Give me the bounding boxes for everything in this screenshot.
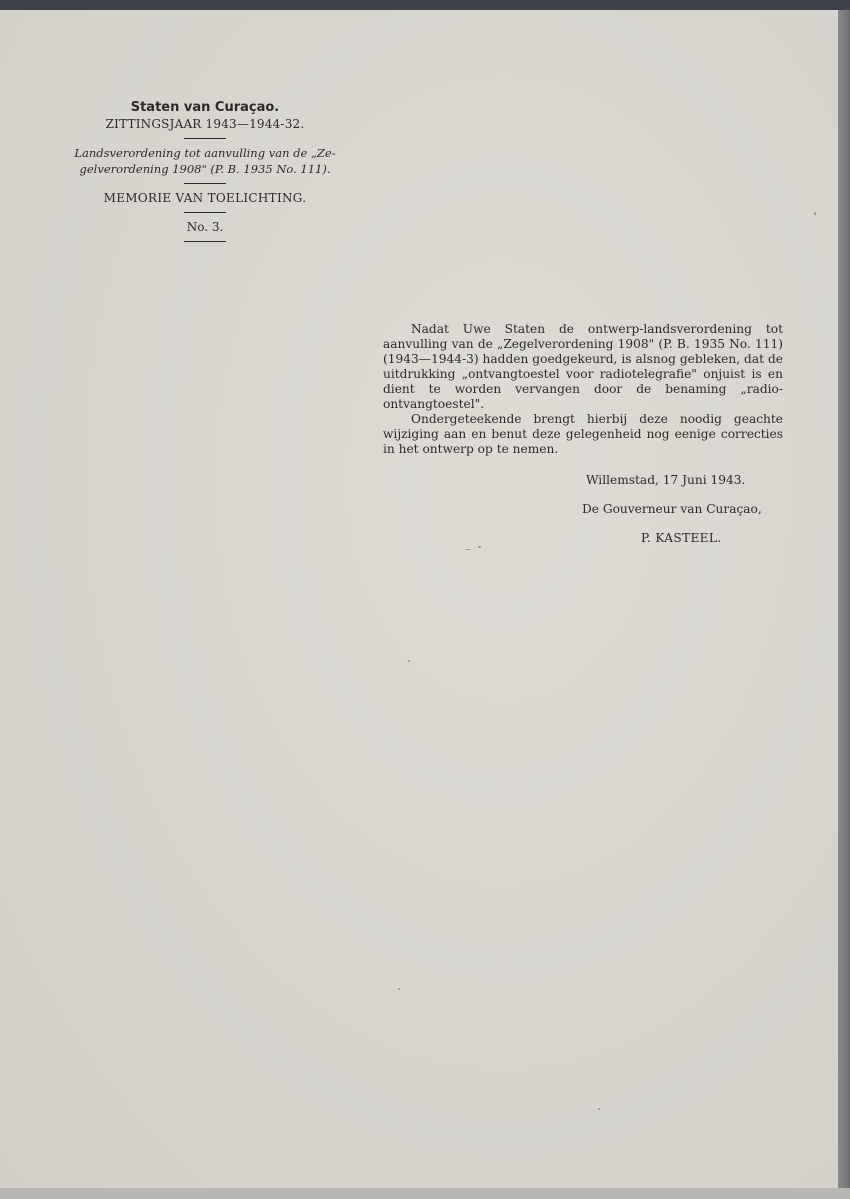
divider xyxy=(184,212,226,213)
divider xyxy=(184,138,226,139)
signatory-title: De Gouverneur van Curaçao, xyxy=(582,502,762,516)
page-edge-right xyxy=(838,10,850,1199)
document-header xyxy=(55,100,355,248)
document-number: No. 3. xyxy=(186,220,224,234)
paper-speck xyxy=(465,549,471,550)
paragraph-2: Ondergeteekende brengt hierbij deze noodig geachte wijziging aan en benut deze gelegenheid nog eenige correcties in het ontwerp op te nemen. xyxy=(383,412,783,456)
session-year: ZITTINGSJAAR 1943—1944-32. xyxy=(105,117,305,131)
subject-line-2: gelverordening 1908" (P. B. 1935 No. 111). xyxy=(79,162,331,176)
body-text xyxy=(383,322,783,457)
signatory-name: P. KASTEEL. xyxy=(641,531,722,545)
divider xyxy=(184,183,226,184)
paper-speck xyxy=(598,1108,600,1110)
subject-line-1: Landsverordening tot aanvulling van de „Ze- xyxy=(74,146,336,160)
paper-speck xyxy=(478,546,481,548)
page-edge-bottom xyxy=(0,1188,850,1199)
institution-name: Staten van Curaçao. xyxy=(130,100,280,115)
divider xyxy=(184,241,226,242)
paper-speck xyxy=(398,988,400,990)
place-date: Willemstad, 17 Juni 1943. xyxy=(586,473,746,487)
document-type: MEMORIE VAN TOELICHTING. xyxy=(103,191,307,205)
paper-speck xyxy=(408,660,410,662)
paper-speck xyxy=(814,212,816,215)
paragraph-1: Nadat Uwe Staten de ontwerp-landsverordening tot aanvulling van de „Zegelverordening 1908" (P. B. 1935 No. 111) (1943—1944-3) hadden goedgekeurd, is alsnog gebleken, dat de uitdrukking „ontvangtoestel voor radiotelegrafie" onjuist is en dient te worden vervangen door de benaming „radio-ontvangtoestel". xyxy=(383,322,783,411)
